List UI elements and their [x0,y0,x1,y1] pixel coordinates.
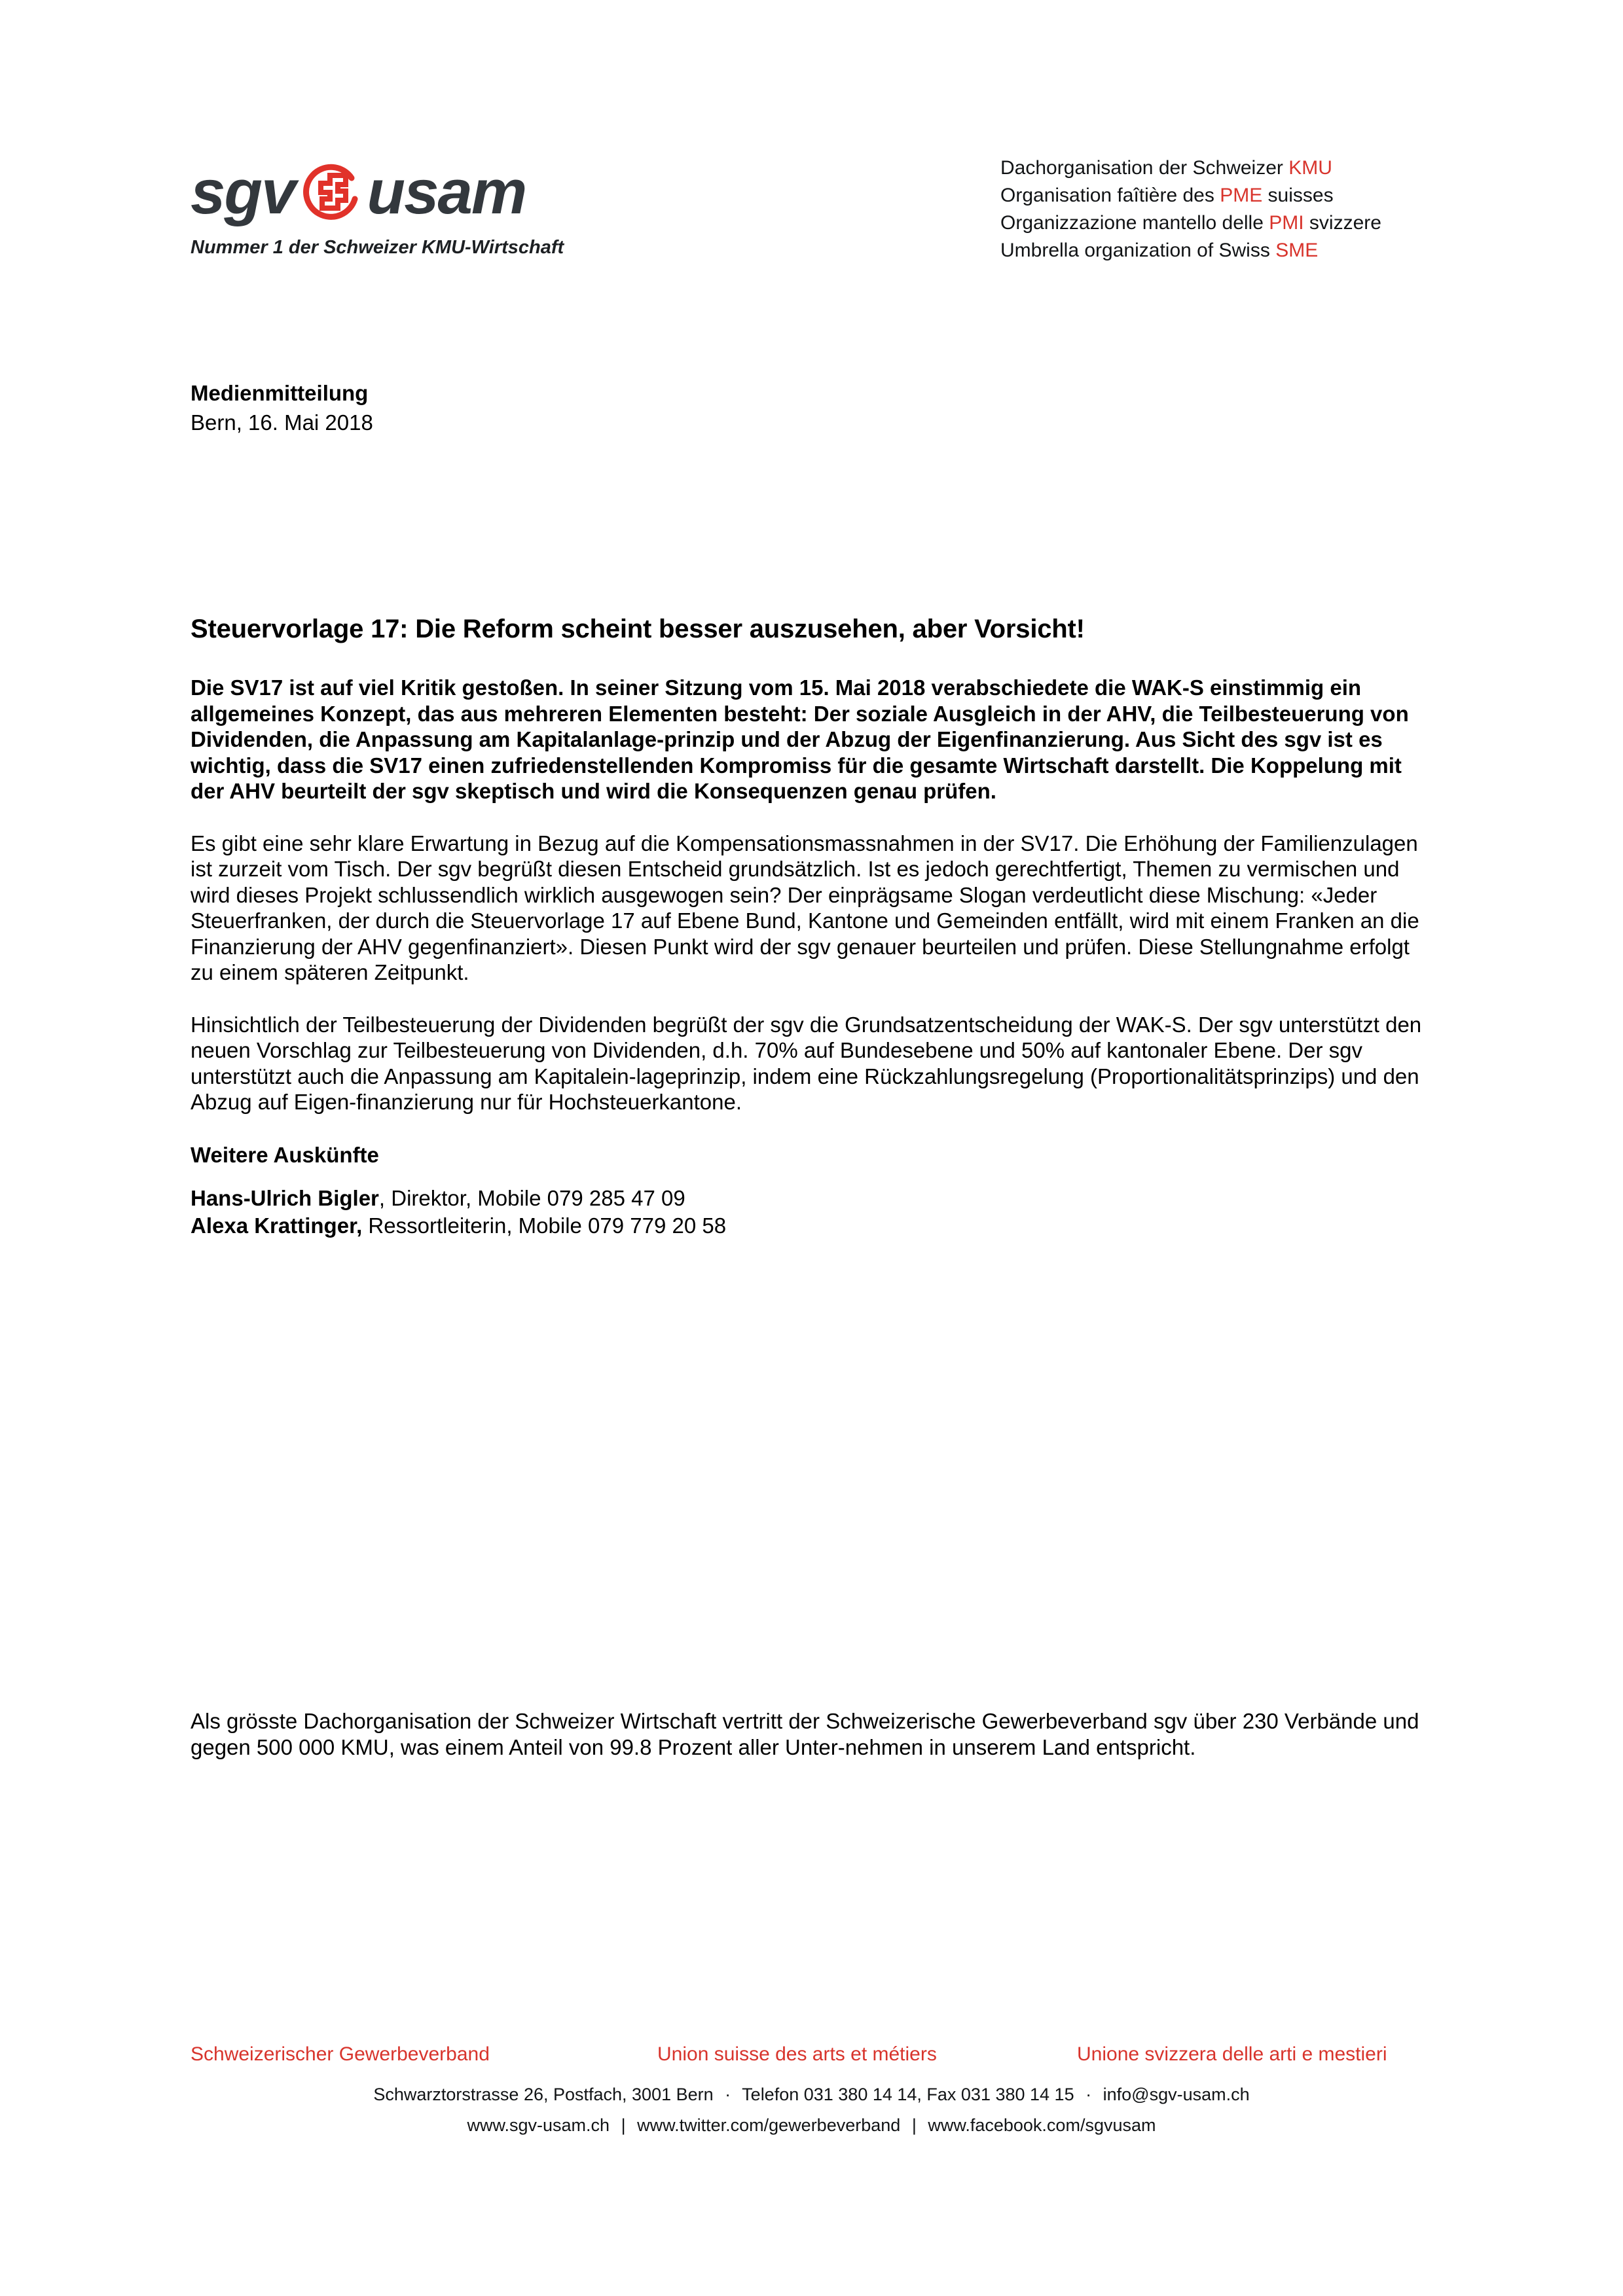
logo-word-usam: usam [367,157,526,227]
logo-word-sgv: sgv [191,157,295,227]
contact-details-krattinger: Ressortleiterin, Mobile 079 779 20 58 [362,1213,727,1238]
footer-separator-pipe-2: | [911,2115,917,2135]
footer-phone: Telefon 031 380 14 14, Fax 031 380 14 15 [742,2085,1074,2104]
language-line-it [1000,209,1381,237]
footer-contact-line-2 [0,2112,1623,2139]
language-line-de-prefix: Dachorganisation der Schweizer [1000,157,1289,179]
footer-separator-dot-2: · [1085,2085,1092,2104]
document-body [191,612,1428,1240]
document-type-label: Medienmitteilung [191,381,369,405]
page-title: Steuervorlage 17: Die Reform scheint besser auszusehen, aber Vorsicht! [191,615,1085,643]
organization-language-list [1000,154,1381,264]
footer-separator-pipe-1: | [621,2115,626,2135]
footer-facebook-link[interactable]: www.facebook.com/sgvusam [928,2115,1156,2135]
body-paragraph-1: Es gibt eine sehr klare Erwartung in Bezug auf die Kompensationsmassnahmen in der SV17. Die Erhöhung der Familienzulagen ist zurzeit vom Tisch. Der sgv begrüßt diesen Entscheid grundsätzlich. Ist es jedoch gerechtfertigt, Themen zu vermischen und wird dieses Projekt schlussendlich wirklich ausgewogen sein? Der einprägsame Slogan verdeutlicht diese Mischung: «Jeder Steuerfranken, der durch die Steuervorlage 17 auf Ebene Bund, Kantone und Gemeinden entfällt, wird mit einem Franken an die Finanzierung der AHV gegenfinanziert». Diesen Punkt wird der sgv genauer beurteilen und prüfen. Diese Stellungnahme erfolgt zu einem späteren Zeitpunkt. [191,831,1419,984]
footer-address: Schwarztorstrasse 26, Postfach, 3001 Bern [373,2085,714,2104]
footer-email[interactable]: info@sgv-usam.ch [1103,2085,1250,2104]
footer-twitter-link[interactable]: www.twitter.com/gewerbeverband [637,2115,901,2135]
footer-org-it: Unione svizzera delle arti e mestieri [1077,2043,1387,2065]
contact-entry-bigler [191,1185,1428,1212]
language-line-en-accent: SME [1275,240,1319,261]
language-line-it-suffix: svizzere [1304,212,1381,234]
sgv-usam-logo [191,157,596,259]
footer-org-fr: Union suisse des arts et métiers [657,2043,937,2065]
footer-website-link[interactable]: www.sgv-usam.ch [467,2115,610,2135]
document-meta [191,378,373,437]
logo-wordmark [191,157,596,228]
contact-section-heading: Weitere Auskünfte [191,1142,379,1167]
page-footer [0,2043,1623,2139]
footer-organization-names [0,2043,1623,2077]
lead-paragraph: Die SV17 ist auf viel Kritik gestoßen. In seiner Sitzung vom 15. Mai 2018 verabschiedete die WAK-S einstimmig ein allgemeines Konzept, das aus mehreren Elementen besteht: Der soziale Ausgleich in der AHV, die Teilbesteuerung von Dividenden, die Anpassung am Kapitalanlage-prinzip und der Abzug der Eigenfinanzierung. Aus Sicht des sgv ist es wichtig, dass die SV17 einen zufriedenstellenden Kompromiss für die gesamte Wirtschaft darstellt. Die Koppelung mit der AHV beurteilt der sgv skeptisch und wird die Konsequenzen genau prüfen. [191,675,1409,803]
boilerplate-paragraph: Als grösste Dachorganisation der Schweizer Wirtschaft vertritt der Schweizerische Gewerbeverband sgv über 230 Verbände und gegen 500 000 KMU, was einem Anteil von 99.8 Prozent aller Unter-nehmen in unserem Land entspricht. [191,1709,1419,1759]
page-header [0,0,1623,308]
logo-tagline: Nummer 1 der Schweizer KMU-Wirtschaft [191,237,564,258]
language-line-en-prefix: Umbrella organization of Swiss [1000,240,1276,261]
language-line-it-accent: PMI [1269,212,1304,234]
contact-name-bigler: Hans-Ulrich Bigler [191,1185,379,1210]
language-line-it-prefix: Organizzazione mantello delle [1000,212,1269,234]
sgv-usam-circle-cross-emblem [297,158,365,226]
footer-separator-dot-1: · [725,2085,731,2104]
language-line-de-accent: KMU [1288,157,1332,179]
language-line-de [1000,154,1381,182]
contact-name-krattinger: Alexa Krattinger, [191,1213,363,1238]
body-paragraph-2: Hinsichtlich der Teilbesteuerung der Dividenden begrüßt der sgv die Grundsatzentscheidung der WAK-S. Der sgv unterstützt den neuen Vorschlag zur Teilbesteuerung von Dividenden, d.h. 70% auf Bundesebene und 50% auf kantonaler Ebene. Der sgv unterstützt auch die Anpassung am Kapitalein-lageprinzip, indem eine Rückzahlungsregelung (Proportionalitätsprinzips) und den Abzug auf Eigen-finanzierung nur für Hochsteuerkantone. [191,1012,1422,1114]
footer-org-de: Schweizerischer Gewerbeverband [191,2043,490,2065]
language-line-fr-suffix: suisses [1262,185,1334,206]
language-line-fr [1000,182,1381,209]
language-line-fr-accent: PME [1220,185,1263,206]
contact-entry-krattinger [191,1212,1428,1240]
language-line-en [1000,237,1381,264]
contact-details-bigler: , Direktor, Mobile 079 285 47 09 [378,1185,685,1210]
language-line-fr-prefix: Organisation faîtière des [1000,185,1220,206]
place-date-label: Bern, 16. Mai 2018 [191,410,373,435]
footer-contact-line-1 [0,2081,1623,2108]
